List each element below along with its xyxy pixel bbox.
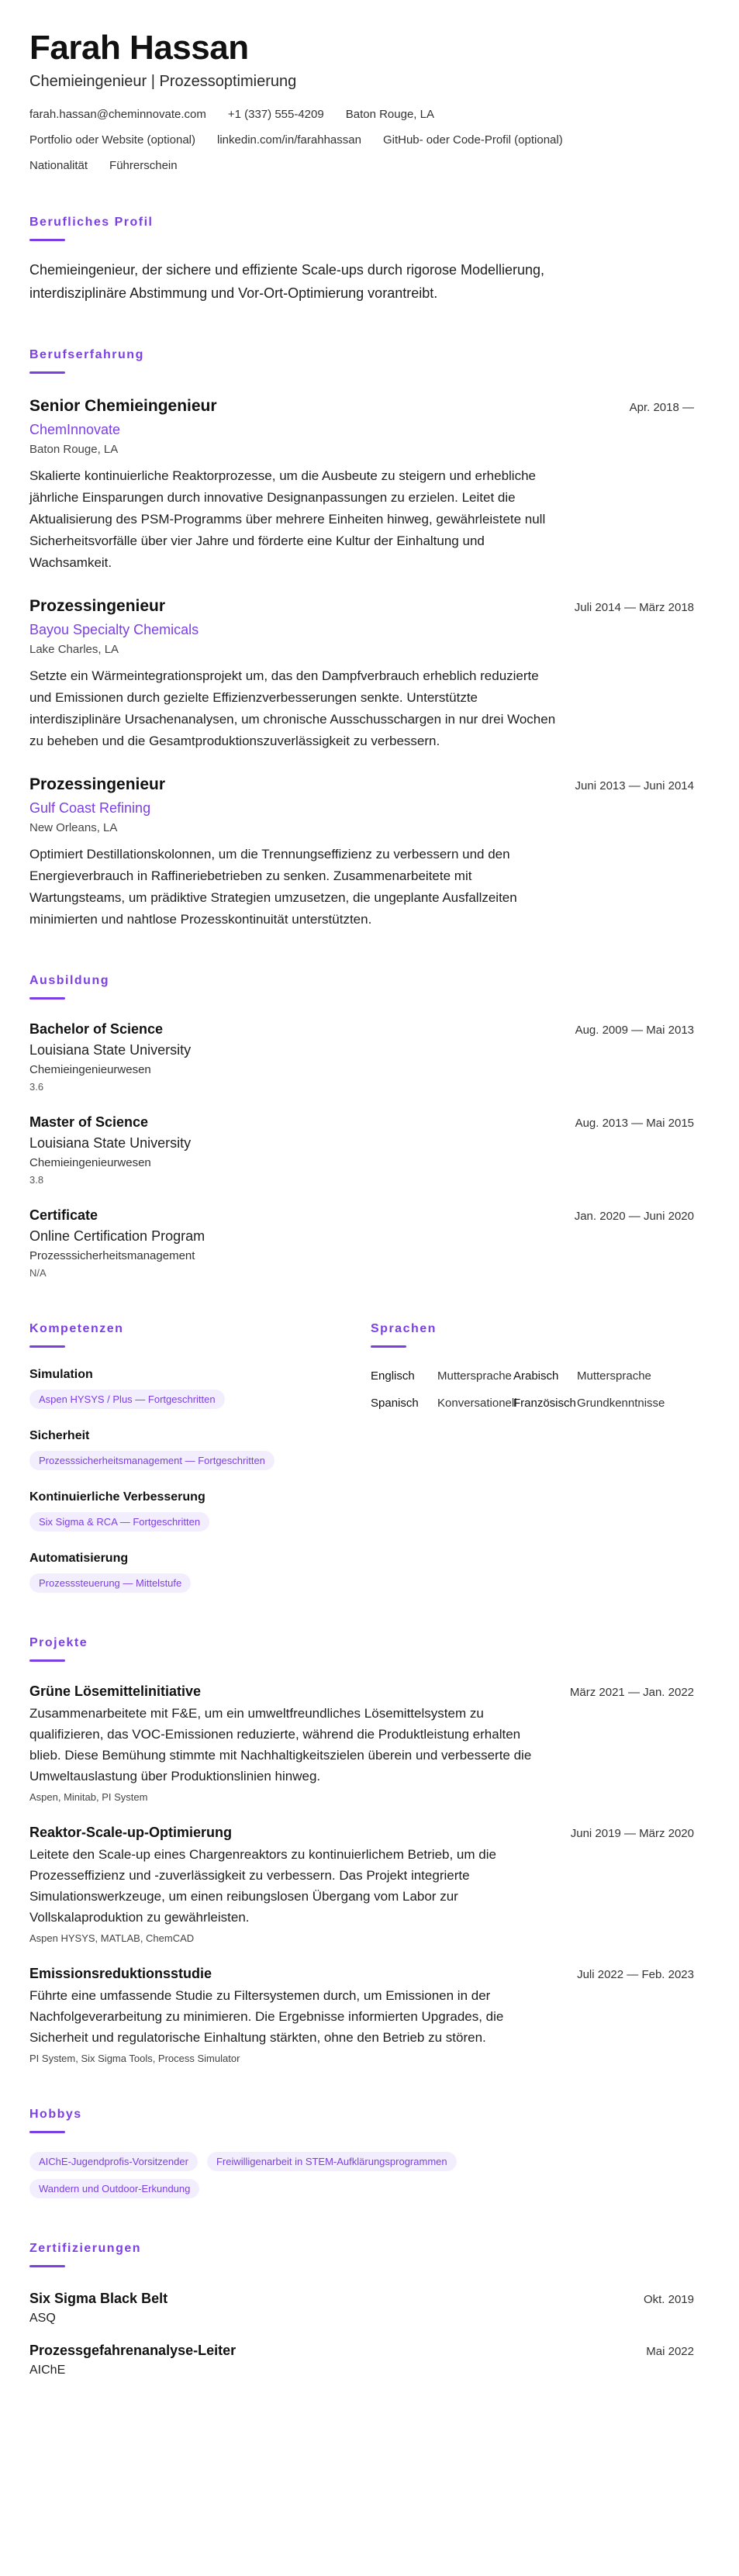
job-entry xyxy=(29,775,710,931)
email[interactable]: farah.hassan@cheminnovate.com xyxy=(29,108,206,121)
section-rule xyxy=(29,997,65,1000)
job-dates: Juni 2013 — Juni 2014 xyxy=(575,779,694,792)
job-description: Optimiert Destillationskolonnen, um die Trennungseffizienz zu verbessern und den Energieverbrauch in Raffineriebetrieben zu senken. Zusammenarbeitete mit Wartungsteams, um prädiktive Strategien umzusetzen, die ungeplante Ausfallzeiten minimierten und nahtlose Prozesskontinuität unterstützten. xyxy=(29,847,517,927)
section-title: Zertifizierungen xyxy=(29,2242,142,2255)
grade: 3.8 xyxy=(29,1174,44,1186)
hobby-pill: AIChE-Jugendprofis-Vorsitzender xyxy=(29,2152,198,2171)
certification-name: Six Sigma Black Belt xyxy=(29,2291,168,2306)
job-location: Baton Rouge, LA xyxy=(29,443,119,456)
skill-group xyxy=(29,1368,371,1409)
job-title: Prozessingenieur xyxy=(29,775,166,793)
job-location: New Orleans, LA xyxy=(29,821,118,834)
language-name: Arabisch xyxy=(513,1369,559,1383)
certifications-section xyxy=(29,2242,710,2377)
skill-name: Kontinuierliche Verbesserung xyxy=(29,1490,205,1504)
experience-section xyxy=(29,348,710,931)
edu-dates: Jan. 2020 — Juni 2020 xyxy=(574,1210,694,1223)
certification-date: Okt. 2019 xyxy=(643,2293,694,2306)
section-title: Berufliches Profil xyxy=(29,216,154,229)
skill-pill: Aspen HYSYS / Plus — Fortgeschritten xyxy=(29,1390,225,1409)
links-row xyxy=(29,133,710,147)
grade: N/A xyxy=(29,1267,47,1279)
language-name: Spanisch xyxy=(371,1397,419,1410)
resume xyxy=(29,28,710,2377)
company: Bayou Specialty Chemicals xyxy=(29,622,199,637)
education-entry xyxy=(29,1021,710,1093)
location: Baton Rouge, LA xyxy=(345,108,434,121)
language-name: Englisch xyxy=(371,1369,415,1383)
school: Louisiana State University xyxy=(29,1135,192,1151)
school: Louisiana State University xyxy=(29,1042,192,1058)
skill-name: Sicherheit xyxy=(29,1429,90,1442)
degree: Master of Science xyxy=(29,1114,149,1130)
project-description: Leitete den Scale-up eines Chargenreaktors zu kontinuierlichem Betrieb, um die Prozesseffizienz und -zuverlässigkeit zu verbessern. Das Projekt integrierte Simulationswerkzeuge, um einen reibungslosen Übergang vom Labor zur Vollskalaproduktion zu gewährleisten. xyxy=(29,1847,496,1925)
drivers-license: Führerschein xyxy=(109,159,178,172)
languages-section xyxy=(371,1322,710,1593)
github-link[interactable]: GitHub- oder Code-Profil (optional) xyxy=(382,133,563,147)
skills-languages-row xyxy=(29,1322,710,1593)
skill-pill: Prozesssteuerung — Mittelstufe xyxy=(29,1573,191,1593)
job-location: Lake Charles, LA xyxy=(29,643,119,656)
language-level: Konversationell xyxy=(437,1397,517,1410)
hobby-pill: Wandern und Outdoor-Erkundung xyxy=(29,2179,199,2198)
section-rule xyxy=(29,371,65,374)
skill-pill: Six Sigma & RCA — Fortgeschritten xyxy=(29,1512,209,1531)
languages-grid xyxy=(371,1369,710,1410)
certification-issuer: AIChE xyxy=(29,2364,66,2377)
degree: Certificate xyxy=(29,1207,98,1223)
company: Gulf Coast Refining xyxy=(29,800,151,816)
candidate-name: Farah Hassan xyxy=(29,29,249,67)
project-dates: Juni 2019 — März 2020 xyxy=(570,1827,694,1840)
job-entry xyxy=(29,597,710,752)
contact-row xyxy=(29,108,710,121)
section-rule xyxy=(29,2265,65,2267)
education-entry xyxy=(29,1207,710,1279)
profile-summary: Chemieingenieur, der sichere und effiziente Scale-ups durch rigorose Modellierung, interdisziplinäre Abstimmung und Vor-Ort-Optimierung vorantreibt. xyxy=(29,262,545,301)
degree: Bachelor of Science xyxy=(29,1021,164,1037)
nationality: Nationalität xyxy=(29,159,88,172)
skill-group xyxy=(29,1552,371,1593)
certification-name: Prozessgefahrenanalyse-Leiter xyxy=(29,2343,237,2358)
projects-section xyxy=(29,1636,710,2064)
section-title: Kompetenzen xyxy=(29,1322,124,1335)
section-rule xyxy=(29,1345,65,1348)
language-level: Muttersprache xyxy=(437,1369,512,1383)
project-tools: Aspen, Minitab, PI System xyxy=(29,1791,148,1803)
certification-date: Mai 2022 xyxy=(646,2345,694,2358)
project-entry xyxy=(29,1966,710,2064)
language-name: Französisch xyxy=(513,1397,576,1410)
section-title: Projekte xyxy=(29,1636,88,1649)
field-of-study: Chemieingenieurwesen xyxy=(29,1156,151,1169)
language-level: Grundkenntnisse xyxy=(577,1397,665,1410)
certification-entry xyxy=(29,2291,710,2326)
project-entry xyxy=(29,1825,710,1944)
section-rule xyxy=(371,1345,406,1348)
header xyxy=(29,28,710,172)
school: Online Certification Program xyxy=(29,1228,205,1244)
portfolio-link[interactable]: Portfolio oder Website (optional) xyxy=(29,133,195,147)
skill-name: Simulation xyxy=(29,1368,93,1381)
headline: Chemieingenieur | Prozessoptimierung xyxy=(29,73,297,90)
skill-group xyxy=(29,1490,371,1531)
job-description: Setzte ein Wärmeintegrationsprojekt um, das den Dampfverbrauch erheblich reduzierte und Emissionen durch gezielte Effizienzverbesserungen senkte. Unterstützte interdisziplinäre Ursachenanalysen, um chronische Ausschusschargen in nur drei Wochen zu beheben und die Gesamtproduktionszuverlässigkeit zu verbessern. xyxy=(29,668,556,748)
linkedin-link[interactable]: linkedin.com/in/farahhassan xyxy=(217,133,361,147)
project-title: Emissionsreduktionsstudie xyxy=(29,1966,212,1981)
job-description: Skalierte kontinuierliche Reaktorprozesse, um die Ausbeute zu steigern und erhebliche jährliche Einsparungen durch innovative Designanpassungen zu erzielen. Leitet die Aktualisierung des PSM-Programms über mehrere Einheiten hinweg, gewährleistete null Sicherheitsvorfälle über vier Jahre und förderte eine Kultur der Einhaltung und Wachsamkeit. xyxy=(29,468,546,570)
project-dates: März 2021 — Jan. 2022 xyxy=(569,1686,694,1699)
project-title: Reaktor-Scale-up-Optimierung xyxy=(29,1825,233,1840)
skills-section xyxy=(29,1322,371,1593)
project-tools: Aspen HYSYS, MATLAB, ChemCAD xyxy=(29,1932,195,1944)
section-rule xyxy=(29,1659,65,1662)
job-title: Senior Chemieingenieur xyxy=(29,397,217,415)
project-title: Grüne Lösemittelinitiative xyxy=(29,1683,202,1699)
edu-dates: Aug. 2013 — Mai 2015 xyxy=(575,1117,694,1130)
skill-group xyxy=(29,1429,371,1470)
skill-pill: Prozesssicherheitsmanagement — Fortgeschritten xyxy=(29,1451,275,1470)
education-section xyxy=(29,974,710,1279)
project-description: Zusammenarbeitete mit F&E, um ein umweltfreundliches Lösemittelsystem zu qualifizieren, das VOC-Emissionen reduzierte, während die Produktleistung erhalten blieb. Diese Bemühung stimmte mit Nachhaltigkeitszielen überein und verbesserte die Umweltauslastung über Produktionslinien hinweg. xyxy=(29,1706,532,1784)
phone[interactable]: +1 (337) 555-4209 xyxy=(227,108,324,121)
job-entry xyxy=(29,397,710,574)
project-entry xyxy=(29,1683,710,1803)
section-title: Berufserfahrung xyxy=(29,348,144,361)
job-title: Prozessingenieur xyxy=(29,597,166,615)
job-dates: Apr. 2018 — xyxy=(629,401,694,414)
section-rule xyxy=(29,2131,65,2133)
personal-row xyxy=(29,159,710,172)
hobby-pill: Freiwilligenarbeit in STEM-Aufklärungsprogrammen xyxy=(207,2152,457,2171)
hobbies-section xyxy=(29,2108,710,2198)
project-tools: PI System, Six Sigma Tools, Process Simulator xyxy=(29,2053,240,2064)
section-title: Sprachen xyxy=(371,1322,437,1335)
education-entry xyxy=(29,1114,710,1186)
language-level: Muttersprache xyxy=(577,1369,651,1383)
project-description: Führte eine umfassende Studie zu Filtersystemen durch, um Emissionen in der Nachfolgeverarbeitung zu minimieren. Die Ergebnisse informierten Upgrades, die Sicherheit und regulatorische Einhaltung stärkten, ohne den Betrieb zu stören. xyxy=(29,1988,504,2045)
project-dates: Juli 2022 — Feb. 2023 xyxy=(577,1968,694,1981)
field-of-study: Chemieingenieurwesen xyxy=(29,1063,151,1076)
job-dates: Juli 2014 — März 2018 xyxy=(574,601,694,614)
certification-entry xyxy=(29,2343,710,2377)
section-title: Ausbildung xyxy=(29,974,109,987)
section-title: Hobbys xyxy=(29,2108,82,2121)
profile-section xyxy=(29,216,710,305)
certification-issuer: ASQ xyxy=(29,2312,56,2325)
hobby-list xyxy=(29,2152,557,2198)
company: ChemInnovate xyxy=(29,422,121,437)
edu-dates: Aug. 2009 — Mai 2013 xyxy=(575,1024,694,1037)
grade: 3.6 xyxy=(29,1081,44,1093)
skill-name: Automatisierung xyxy=(29,1552,129,1565)
section-rule xyxy=(29,239,65,241)
field-of-study: Prozesssicherheitsmanagement xyxy=(29,1249,195,1262)
